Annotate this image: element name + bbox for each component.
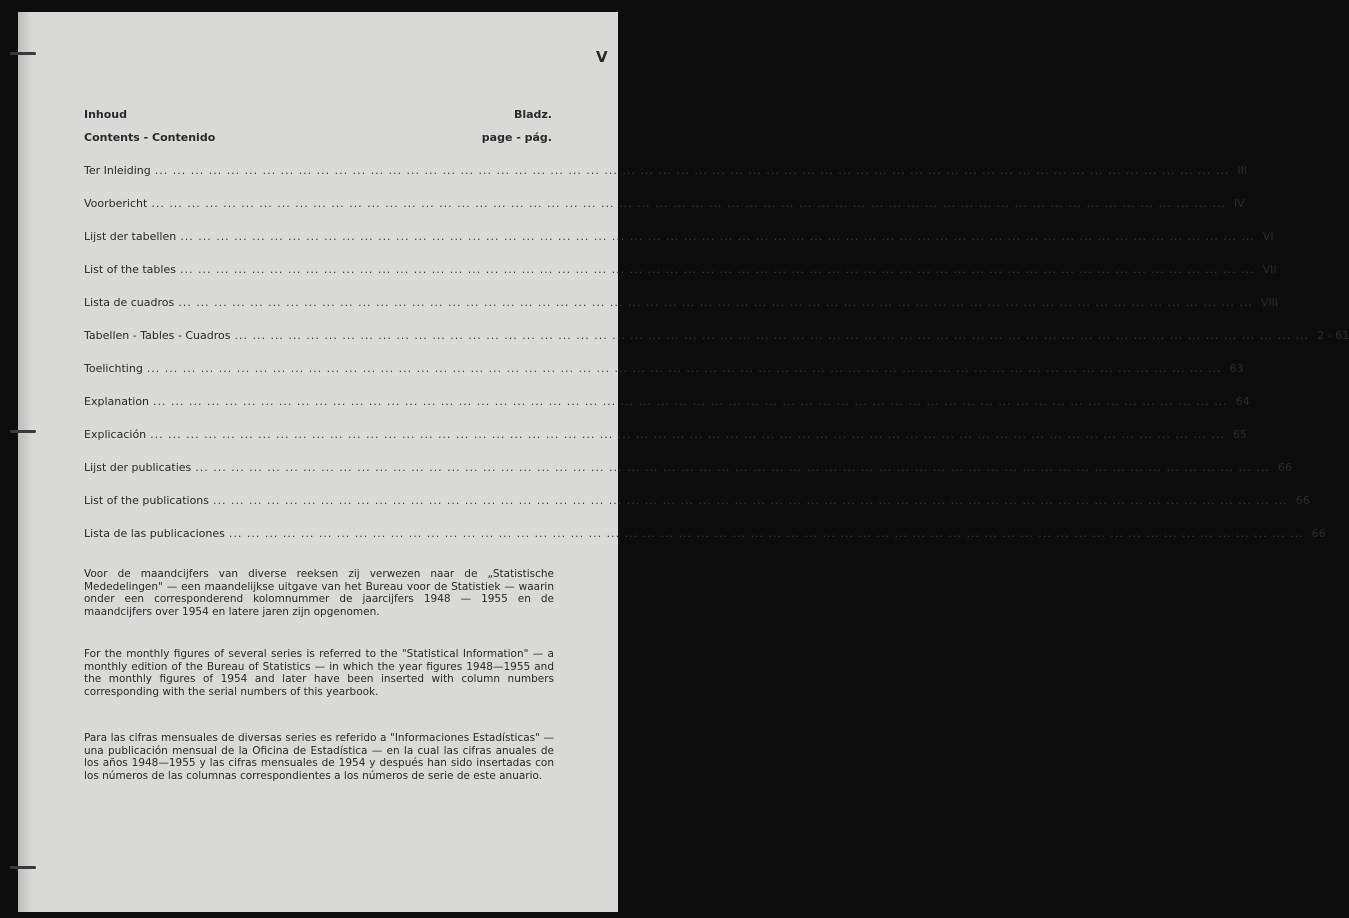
toc-entry xyxy=(84,296,1279,310)
dot-leader: ... ... ... ... ... ... ... ... ... ... ... ... ... ... ... ... ... ... ... ... ... ... ... ... ... ... ... ... ... ... ... ... ... ... ... ... ... ... ... ... ... ... ... ... ... ... ... ... ... ... ... ... ... ... ... ... ... ... ... ... xyxy=(213,494,1288,507)
toc-entry-title: Tabellen - Tables - Cuadros xyxy=(84,329,231,342)
toc-entry-title: Explanation xyxy=(84,395,150,408)
binding-staple-mark xyxy=(10,866,36,869)
contents-subheading: Contents - Contenido xyxy=(84,131,216,144)
toc-entry-page: III xyxy=(1237,164,1248,177)
toc-entry-title: List of the tables xyxy=(84,263,176,276)
document-page xyxy=(18,12,1349,912)
toc-entry xyxy=(84,395,1250,409)
toc-entry-page: 64 xyxy=(1235,395,1250,408)
dot-leader: ... ... ... ... ... ... ... ... ... ... ... ... ... ... ... ... ... ... ... ... ... ... ... ... ... ... ... ... ... ... ... ... ... ... ... ... ... ... ... ... ... ... ... ... ... ... ... ... ... ... ... ... ... ... ... ... ... ... ... ... xyxy=(154,164,1230,177)
toc-entry-page: 65 xyxy=(1232,428,1247,441)
dot-leader: ... ... ... ... ... ... ... ... ... ... ... ... ... ... ... ... ... ... ... ... ... ... ... ... ... ... ... ... ... ... ... ... ... ... ... ... ... ... ... ... ... ... ... ... ... ... ... ... ... ... ... ... ... ... ... ... ... ... ... ... xyxy=(151,197,1227,210)
toc-entry xyxy=(84,362,1244,376)
toc-entry xyxy=(84,164,1248,178)
page-number: V xyxy=(596,48,608,66)
toc-entry-page: 66 xyxy=(1277,461,1292,474)
toc-entry-page: 66 xyxy=(1295,494,1310,507)
page-edge-shadow xyxy=(18,12,32,912)
toc-entry-page: VI xyxy=(1262,230,1274,243)
toc-header-row xyxy=(84,108,552,121)
spanish-note-paragraph: Para las cifras mensuales de diversas series es referido a "Informaciones Estadísticas" — una publicación mensual de la Oficina de Estadística — en la cual las cifras anuales de los años 1948—1955 y las cifras mensuales de 1954 y después han sido insertadas con los números de las columnas correspondientes a los números de serie de este anuario. xyxy=(84,732,554,782)
toc-entry xyxy=(84,494,1310,508)
toc-entry-title: Voorbericht xyxy=(84,197,148,210)
toc-entry-title: List of the publications xyxy=(84,494,210,507)
toc-entry-title: Toelichting xyxy=(84,362,143,375)
toc-entry-page: 2 - 61 xyxy=(1317,329,1349,342)
dutch-note-paragraph: Voor de maandcijfers van diverse reeksen zij verwezen naar de „Statistische Mededelingen" — een maandelijkse uitgave van het Bureau voor de Statistiek — waarin onder een corresponderend kolomnummer de jaarcijfers 1948 — 1955 en de maandcijfers over 1954 en latere jaren zijn opgenomen. xyxy=(84,568,554,618)
toc-entry-page: 66 xyxy=(1311,527,1326,540)
toc-entry xyxy=(84,329,1349,343)
dot-leader: ... ... ... ... ... ... ... ... ... ... ... ... ... ... ... ... ... ... ... ... ... ... ... ... ... ... ... ... ... ... ... ... ... ... ... ... ... ... ... ... ... ... ... ... ... ... ... ... ... ... ... ... ... ... ... ... ... ... ... ... xyxy=(234,329,1310,342)
page-column-subheading: page - pág. xyxy=(481,131,552,144)
dot-leader: ... ... ... ... ... ... ... ... ... ... ... ... ... ... ... ... ... ... ... ... ... ... ... ... ... ... ... ... ... ... ... ... ... ... ... ... ... ... ... ... ... ... ... ... ... ... ... ... ... ... ... ... ... ... ... ... ... ... ... ... xyxy=(179,263,1255,276)
toc-entry-page: VII xyxy=(1262,263,1277,276)
dot-leader: ... ... ... ... ... ... ... ... ... ... ... ... ... ... ... ... ... ... ... ... ... ... ... ... ... ... ... ... ... ... ... ... ... ... ... ... ... ... ... ... ... ... ... ... ... ... ... ... ... ... ... ... ... ... ... ... ... ... ... ... xyxy=(150,428,1225,441)
binding-staple-mark xyxy=(10,52,36,55)
toc-entry-title: Lista de las publicaciones xyxy=(84,527,225,540)
dot-leader: ... ... ... ... ... ... ... ... ... ... ... ... ... ... ... ... ... ... ... ... ... ... ... ... ... ... ... ... ... ... ... ... ... ... ... ... ... ... ... ... ... ... ... ... ... ... ... ... ... ... ... ... ... ... ... ... ... ... ... ... xyxy=(195,461,1270,474)
toc-entry xyxy=(84,230,1274,244)
toc-entry xyxy=(84,527,1326,541)
toc-subheader-row xyxy=(84,131,552,144)
english-note-paragraph: For the monthly figures of several series is referred to the "Statistical Information" — a monthly edition of the Bureau of Statistics — in which the year figures 1948—1955 and the monthly figures of 1954 and later have been inserted with column numbers corresponding with the serial numbers of this yearbook. xyxy=(84,648,554,698)
dot-leader: ... ... ... ... ... ... ... ... ... ... ... ... ... ... ... ... ... ... ... ... ... ... ... ... ... ... ... ... ... ... ... ... ... ... ... ... ... ... ... ... ... ... ... ... ... ... ... ... ... ... ... ... ... ... ... ... ... ... ... ... xyxy=(178,296,1253,309)
toc-entry-title: Lista de cuadros xyxy=(84,296,175,309)
toc-entry-title: Lijst der publicaties xyxy=(84,461,192,474)
toc-entry xyxy=(84,197,1245,211)
toc-entry-page: VIII xyxy=(1260,296,1279,309)
contents-heading: Inhoud xyxy=(84,108,128,121)
dot-leader: ... ... ... ... ... ... ... ... ... ... ... ... ... ... ... ... ... ... ... ... ... ... ... ... ... ... ... ... ... ... ... ... ... ... ... ... ... ... ... ... ... ... ... ... ... ... ... ... ... ... ... ... ... ... ... ... ... ... ... ... xyxy=(146,362,1222,375)
toc-entry-title: Explicación xyxy=(84,428,147,441)
dot-leader: ... ... ... ... ... ... ... ... ... ... ... ... ... ... ... ... ... ... ... ... ... ... ... ... ... ... ... ... ... ... ... ... ... ... ... ... ... ... ... ... ... ... ... ... ... ... ... ... ... ... ... ... ... ... ... ... ... ... ... ... xyxy=(153,395,1228,408)
toc-entry xyxy=(84,461,1292,475)
toc-entry-page: IV xyxy=(1234,197,1245,210)
binding-staple-mark xyxy=(10,430,36,433)
dot-leader: ... ... ... ... ... ... ... ... ... ... ... ... ... ... ... ... ... ... ... ... ... ... ... ... ... ... ... ... ... ... ... ... ... ... ... ... ... ... ... ... ... ... ... ... ... ... ... ... ... ... ... ... ... ... ... ... ... ... ... ... xyxy=(180,230,1255,243)
toc-entry-page: 63 xyxy=(1229,362,1244,375)
dot-leader: ... ... ... ... ... ... ... ... ... ... ... ... ... ... ... ... ... ... ... ... ... ... ... ... ... ... ... ... ... ... ... ... ... ... ... ... ... ... ... ... ... ... ... ... ... ... ... ... ... ... ... ... ... ... ... ... ... ... ... ... xyxy=(228,527,1304,540)
page-column-heading: Bladz. xyxy=(513,108,552,121)
toc-entry xyxy=(84,428,1247,442)
toc-entry-title: Lijst der tabellen xyxy=(84,230,177,243)
toc-entry xyxy=(84,263,1277,277)
toc-entry-title: Ter Inleiding xyxy=(84,164,151,177)
